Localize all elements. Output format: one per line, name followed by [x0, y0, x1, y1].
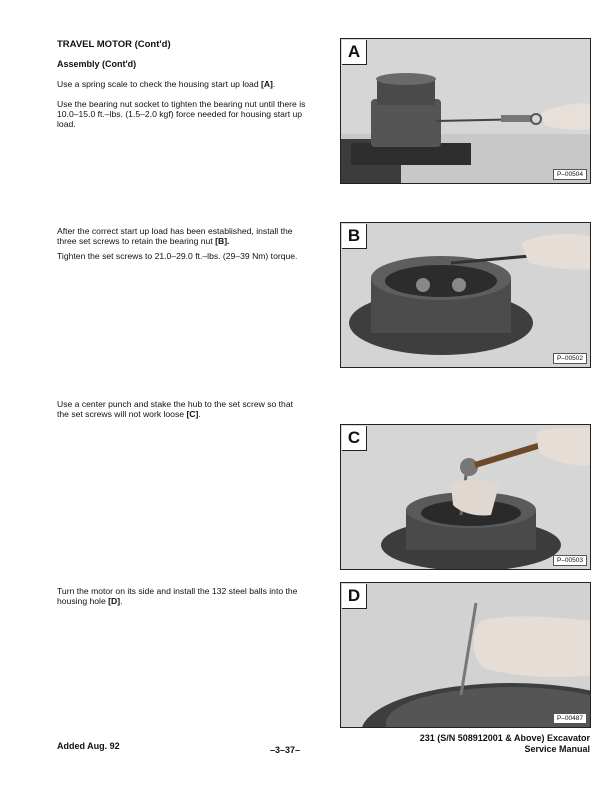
figure-a-label: A	[342, 40, 367, 65]
figure-b-label: B	[342, 224, 367, 249]
figure-b-photo	[340, 222, 591, 368]
footer-manual-title	[420, 733, 590, 755]
figure-d-code: P–00487	[553, 713, 587, 724]
step-d-text-1: Turn the motor on its side and install the 132 steel balls into the housing hole [D].	[57, 586, 298, 607]
figure-a-photo	[340, 38, 591, 184]
step-c-text-1: Use a center punch and stake the hub to the set screw so that the set screws will not work loose [C].	[57, 399, 293, 420]
section-title: TRAVEL MOTOR (Cont'd)	[57, 39, 171, 50]
step-b-text-1: After the correct start up load has been established, install the three set screws to retain the bearing nut [B].	[57, 226, 293, 247]
figure-b-illustration	[341, 223, 591, 368]
footer-manual-line: Service Manual	[524, 744, 590, 754]
figure-c-code: P–00503	[553, 555, 587, 566]
figure-a-code: P–00504	[553, 169, 587, 180]
figure-d-photo	[340, 582, 591, 728]
figure-c-label: C	[342, 426, 367, 451]
figure-b-code: P–00502	[553, 353, 587, 364]
section-subtitle: Assembly (Cont'd)	[57, 59, 137, 69]
page-number: –3–37–	[270, 745, 301, 755]
step-a-text-2: Use the bearing nut socket to tighten the bearing nut until there is 10.0–15.0 ft.–lbs. (1.5–2.0 kgf) force needed for housing start up load.	[57, 99, 306, 130]
step-b-text-2: Tighten the set screws to 21.0–29.0 ft.–lbs. (29–39 Nm) torque.	[57, 251, 298, 261]
figure-d-illustration	[341, 583, 591, 728]
figure-c-illustration	[341, 425, 591, 570]
footer-model-line: 231 (S/N 508912001 & Above) Excavator	[419, 733, 590, 743]
figure-c-photo	[340, 424, 591, 570]
figure-d-label: D	[342, 584, 367, 609]
figure-a-illustration	[341, 39, 591, 184]
step-a-text-1: Use a spring scale to check the housing start up load [A].	[57, 79, 276, 89]
footer-date: Added Aug. 92	[57, 741, 120, 751]
